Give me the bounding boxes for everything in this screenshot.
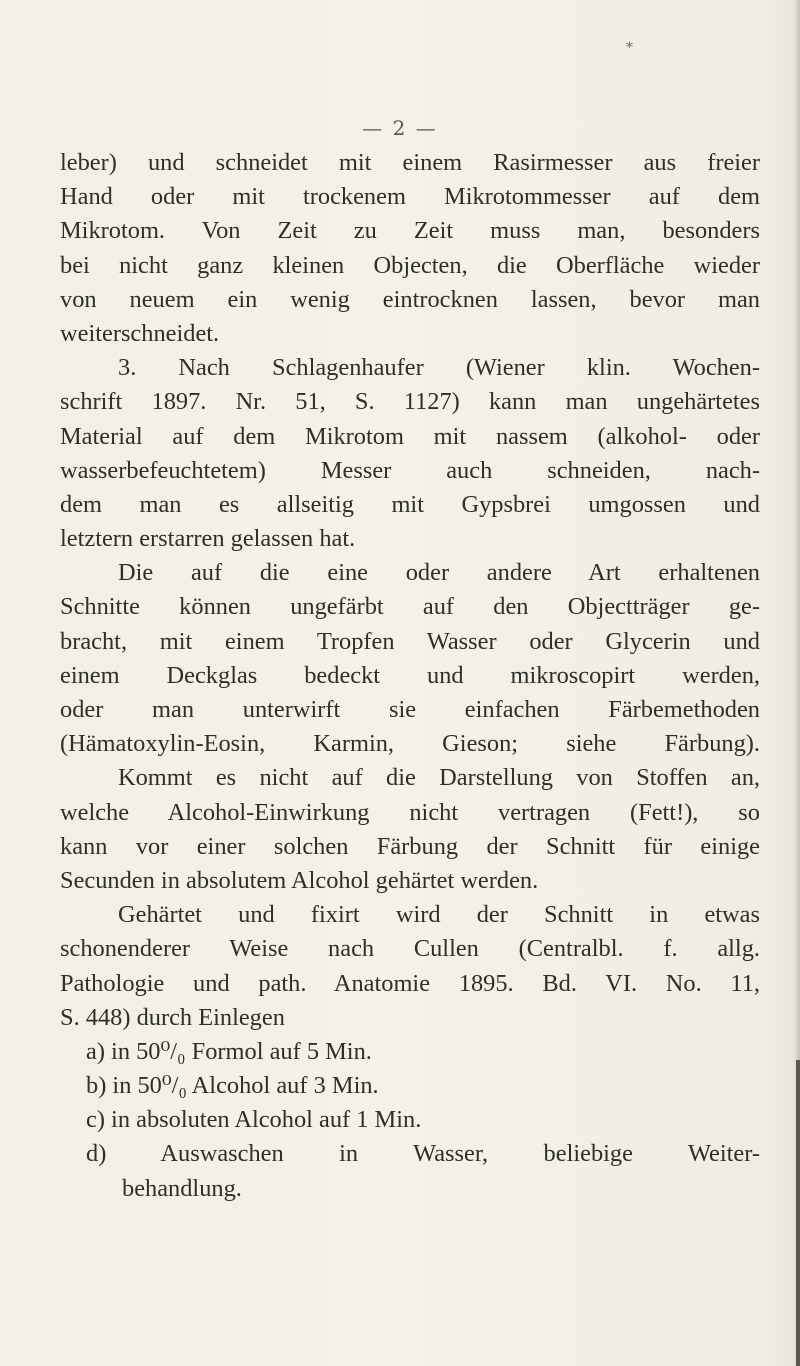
list-item: b) in 50⁰/₀ Alcohol auf 3 Min. [86,1072,379,1100]
corner-mark: * [626,40,633,56]
text-line: einem Deckglas bedeckt und mikroscopirt werden, [60,661,760,689]
text-line: kann vor einer solchen Färbung der Schnitt für einige [60,832,760,860]
text-line: (Hämatoxylin-Eosin, Karmin, Gieson; siehe Färbung). [60,730,760,758]
list-item: c) in absoluten Alcohol auf 1 Min. [86,1106,422,1134]
text-line: Kommt es nicht auf die Darstellung von Stoffen an, [118,764,760,792]
text-line: bei nicht ganz kleinen Objecten, die Oberfläche wieder [60,251,760,279]
text-line: wasserbefeuchtetem) Messer auch schneiden, nach- [60,456,760,484]
page-edge-dark-strip [796,1060,800,1366]
text-line: 3. Nach Schlagenhaufer (Wiener klin. Wochen- [118,354,760,382]
text-line: Gehärtet und fixirt wird der Schnitt in etwas [118,901,760,929]
text-line: Hand oder mit trockenem Mikrotommesser auf dem [60,183,760,211]
text-line: Mikrotom. Von Zeit zu Zeit muss man, besonders [60,217,760,245]
text-line: schrift 1897. Nr. 51, S. 1127) kann man ungehärtetes [60,388,760,416]
page-number: — 2 — [362,116,438,140]
text-line: dem man es allseitig mit Gypsbrei umgossen und [60,490,760,518]
text-line: Die auf die eine oder andere Art erhaltenen [118,559,760,587]
text-line: bracht, mit einem Tropfen Wasser oder Glycerin und [60,627,760,655]
list-item-continuation: behandlung. [122,1174,242,1202]
text-line: leber) und schneidet mit einem Rasirmesser aus freier [60,149,760,176]
list-item: a) in 50⁰/₀ Formol auf 5 Min. [86,1037,372,1065]
text-line: letztern erstarren gelassen hat. [60,525,356,553]
text-line: welche Alcohol-Einwirkung nicht vertragen (Fett!), so [60,798,760,826]
text-line: Material auf dem Mikrotom mit nassem (alkohol- oder [60,422,760,450]
text-line: weiterschneidet. [60,319,220,347]
text-line: oder man unterwirft sie einfachen Färbemethoden [60,696,760,723]
list-item: d) Auswaschen in Wasser, beliebige Weiter- [86,1140,760,1168]
text-line: S. 448) durch Einlegen [60,1003,285,1031]
text-line: Secunden in absolutem Alcohol gehärtet werden. [60,866,539,894]
body-text [60,146,760,1206]
text-line: Schnitte können ungefärbt auf den Objectträger ge- [60,593,760,621]
text-line: schonenderer Weise nach Cullen (Centralbl. f. allg. [60,935,760,963]
text-line: Pathologie und path. Anatomie 1895. Bd. VI. No. 11, [60,969,760,997]
text-line: von neuem ein wenig eintrocknen lassen, bevor man [60,285,760,313]
